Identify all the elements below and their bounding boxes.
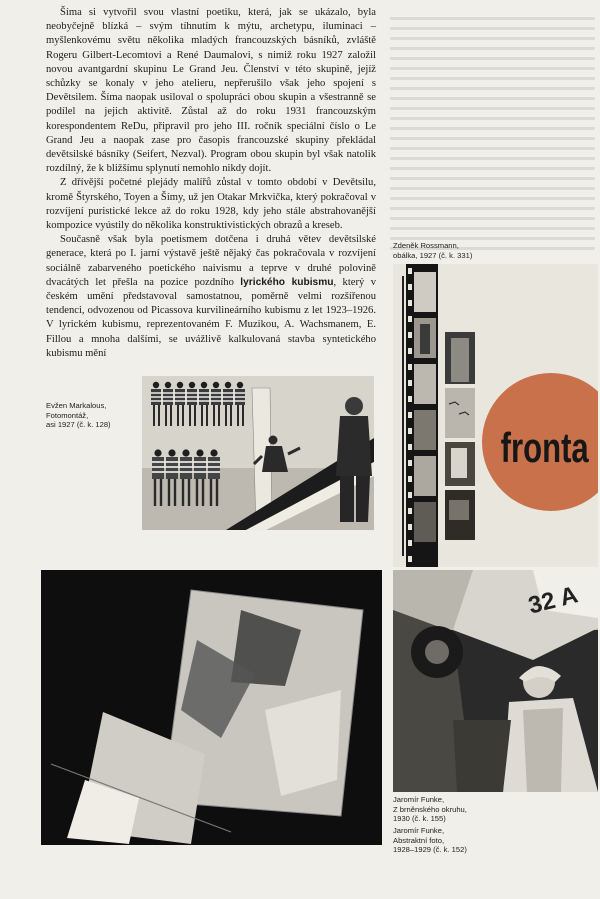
- caption-line: obálka, 1927 (č. k. 331): [393, 250, 473, 260]
- caption-line: Evžen Markalous,: [46, 401, 107, 410]
- paragraph-lyrical-cubism: [46, 233, 376, 361]
- caption-funke-abstract: [393, 826, 467, 855]
- term-lyrical-cubism: lyrického kubismu: [240, 276, 334, 288]
- caption-rossmann: [393, 241, 472, 260]
- paragraph-sima: Šíma si vytvořil svou vlastní poetiku, která, jak se ukázalo, byla neobyčejně blízká – svým tíhnutím k mýtu, archetypu, iluminaci – myšlenkovému světu několika mladých francouzských básníků, zvláště Rogeru Gilbert-Lecomtovi a René Daumalovi, s nimiž roku 1927 založil novou avantgardní skupinu Le Grand Jeu. Členství v této skupině, jejíž schůzky se konaly v jeho atelieru, nepřerušilo však jeho spojení s Devětsilem. Šíma naopak usiloval o spolupráci obou skupin a všestranně se podílel na jejich aktivitě. Zůstal až do roku 1931 francouzským korespondentem ReDu, připravil pro jeho III. ročník speciální číslo o Le Grand Jeu a naopak zase pro časopis francouzské skupiny překládal devětsilské básníky (Seifert, Nezval). Program obou skupin byl však natolik rozdílný, že k bližšímu splynutí nemohlo nikdy dojít.: [46, 7, 376, 175]
- body-text-column: [46, 6, 376, 361]
- caption-line: Z brněnského okruhu,: [393, 804, 467, 814]
- paragraph-text-end: , který v českém umění představoval samostatnou, poměrně velmi rozšířenou tendenci, odvozenou od Picassova kurvilineárního kubismu z let 1923–1926. V lyrickém kubismu, reprezentovaném F. Muzikou, A. Wachsmanem, E. Fillou a mnoha dalšími, se uvážlivě kalkulovaná stavba syntetického kubismu mění: [46, 276, 376, 359]
- film-strip: [406, 264, 438, 567]
- caption-line: Jaromír Funke,: [393, 795, 445, 804]
- caption-line: Zdeněk Rossmann,: [393, 241, 459, 250]
- paragraph-text-start: Současně však byla poetismem dotčena i druhá větev devětsilské generace, která po I. jarní výstavě ještě nějaký čas pokračovala v rozvíjení sociálně zabarveného poetického naivismu a teprve v druhé polovině dvacátých let přešla na pozice pozdního: [46, 234, 376, 288]
- abstract-photo: [41, 570, 382, 845]
- race-number: 32 A: [525, 581, 581, 620]
- caption-markalous: [46, 401, 111, 430]
- cover-image: [393, 264, 598, 567]
- bleed-through-text: [390, 10, 595, 240]
- fronta-title: fronta: [500, 424, 589, 472]
- photomontage-image: [142, 376, 374, 530]
- caption-line: Abstraktní foto,: [393, 835, 445, 845]
- race-photo: [393, 570, 598, 792]
- cover-photo-column: [445, 332, 475, 540]
- caption-line: asi 1927 (č. k. 128): [46, 420, 111, 430]
- caption-line: 1928–1929 (č. k. 152): [393, 845, 467, 855]
- caption-line: Fotomontáž,: [46, 410, 89, 420]
- caption-funke-race: [393, 795, 467, 824]
- caption-line: 1930 (č. k. 155): [393, 814, 446, 824]
- caption-line: Jaromír Funke,: [393, 826, 445, 835]
- paragraph-painters: Z dřívější početné plejády malířů zůstal v tomto období v Devětsilu, kromě Štyrského, Toyen a Šímy, už jen Otakar Mrkvička, který pokračoval v rozvíjení puristické lekce až do roku 1928, kdy jeho stále abstrahovanější kompozice vyústily do několika konstruktivistických obrazů a kreseb.: [46, 177, 376, 232]
